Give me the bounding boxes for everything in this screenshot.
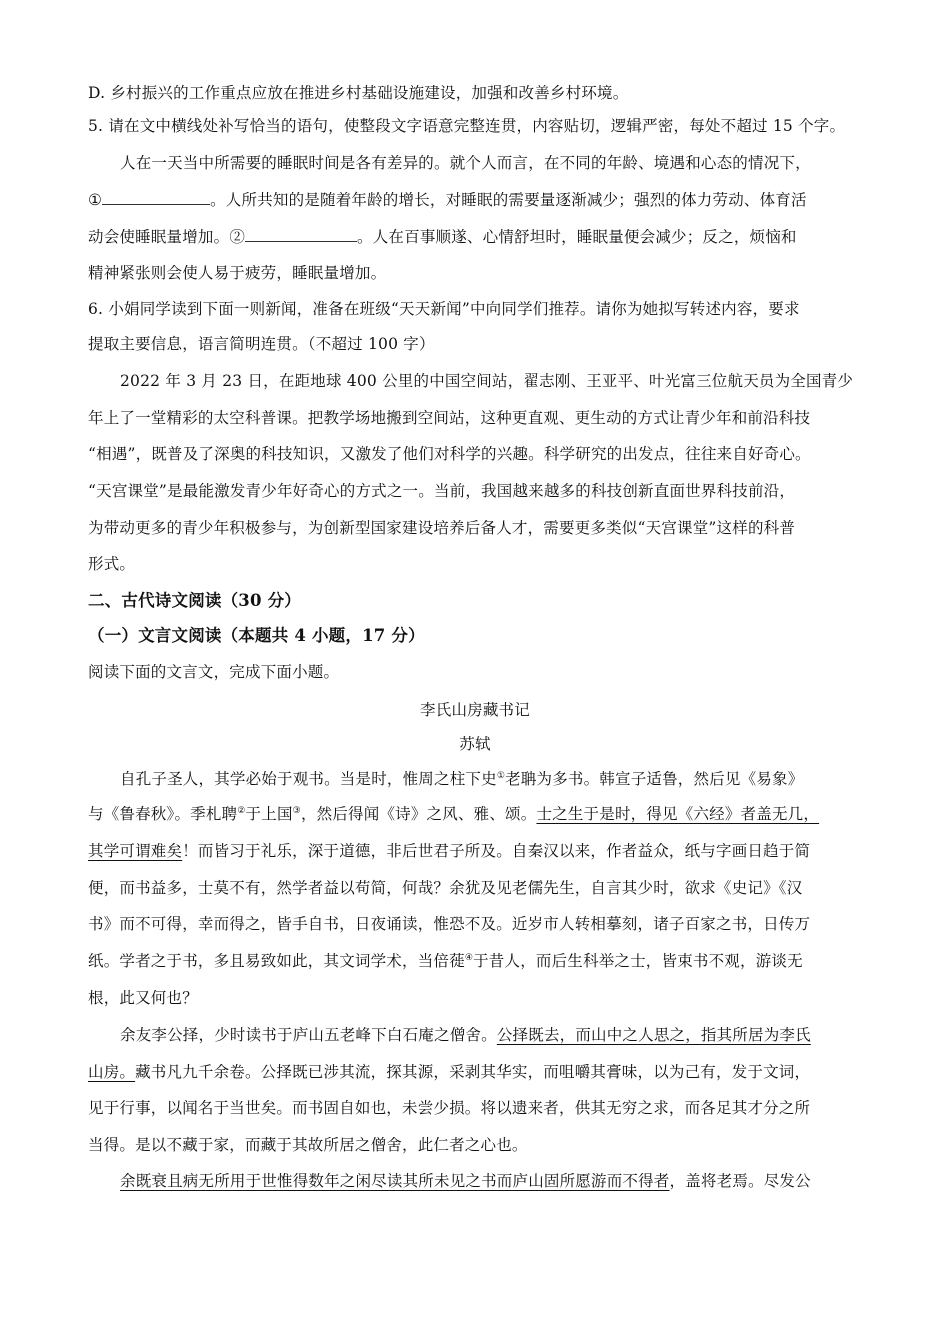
news-line: 年上了一堂精彩的太空科普课。把教学场地搬到空间站，这种更直观、更生动的方式让青少年和前沿科技: [88, 409, 811, 427]
article-title: 李氏山房藏书记: [420, 701, 530, 719]
text-span: ！而皆习于礼乐，深于道德，非后世君子所及。自秦汉以来，作者益众，纸与字画日趋于简: [182, 842, 811, 860]
blank-2-field[interactable]: [245, 225, 357, 242]
text-span: 与《鲁春秋》。季札聘: [88, 805, 238, 823]
news-line: 为带动更多的青少年积极参与，为创新型国家建设培养后备人才，需要更多类似“天宫课堂”这样的科普: [88, 519, 796, 537]
blank-2-mark: ②: [229, 228, 246, 246]
blank-1-mark: ①: [88, 191, 103, 209]
text-span: 老聃为多书。韩宣子适鲁，然后见《易象》: [505, 770, 804, 788]
news-line: “天宫课堂”是最能激发青少年好奇心的方式之一。当前，我国越来越多的科技创新直面世界科技前沿，: [88, 482, 796, 500]
classical-text-line: [88, 803, 868, 825]
underlined-sentence: 余既衰且病无所用于世惟得数年之闲尽读其所未见之书而庐山固所愿游而不得者: [120, 1172, 670, 1190]
question-6-prompt: 6. 小娟同学读到下面一则新闻，准备在班级“天天新闻”中向同学们推荐。请你为她拟写转述内容，要求: [88, 300, 800, 318]
underlined-sentence: 其学可谓难矣: [88, 842, 183, 860]
news-line: 2022 年 3 月 23 日，在距地球 400 公里的中国空间站，翟志刚、王亚平、叶光富三位航天员为全国青少: [120, 372, 854, 390]
subsection-heading: （一）文言文阅读（本题共 4 小题，17 分）: [88, 626, 425, 645]
classical-text-line: 见于行事，以闻名于当世矣。而书固自如也，未尝少损。将以遗来者，供其无穷之求，而各足其才分之所: [88, 1099, 811, 1117]
footnote-marker: ②: [237, 805, 246, 816]
article-author: 苏轼: [459, 735, 491, 753]
classical-text-line: [120, 1170, 870, 1192]
classical-text-line: 当得。是以不藏于家，而藏于其故所居之僧舍，此仁者之心也。: [88, 1136, 528, 1154]
text-span: 藏书凡九千余卷。公择既已涉其流，探其源，采剥其华实，而咀嚼其膏味，以为己有，发于文词，: [135, 1063, 811, 1081]
blank-1-field[interactable]: [102, 188, 210, 205]
text-span: 于上国: [245, 805, 293, 823]
q5-text: 。人所共知的是随着年龄的增长，对睡眠的需要量逐渐减少；强烈的体力劳动、体育活: [210, 191, 807, 209]
classical-text-line: 根，此又何也？: [88, 989, 198, 1007]
text-span: ，盖将老焉。尽发公: [669, 1172, 811, 1190]
text-span: 自孔子圣人，其学必始于观书。当是时，惟周之柱下史: [120, 770, 497, 788]
classical-text-line: 便，而书益多，士莫不有，然学者益以苟简，何哉？余犹及见老儒先生，自言其少时，欲求《史记》《汉: [88, 879, 803, 897]
text-span: 余友李公择，少时读书于庐山五老峰下白石庵之僧舍。: [120, 1026, 497, 1044]
q5-text: 动会使睡眠量增加。: [88, 228, 230, 246]
footnote-marker: ③: [292, 805, 301, 816]
q5-passage-line: 人在一天当中所需要的睡眠时间是各有差异的。就个人而言，在不同的年龄、境遇和心态的情况下，: [120, 154, 811, 172]
q5-text: 。人在百事顺遂、心情舒坦时，睡眠量便会减少；反之，烦恼和: [357, 228, 797, 246]
underlined-sentence: 山房。: [88, 1063, 136, 1081]
classical-text-line: [120, 768, 870, 790]
classical-text-line: [88, 1061, 868, 1083]
classical-text-line: [88, 840, 868, 862]
classical-text-line: [88, 950, 868, 972]
news-line: 形式。: [88, 555, 136, 573]
question-6-prompt: 提取主要信息，语言简明连贯。（不超过 100 字）: [88, 335, 435, 353]
option-d: D. 乡村振兴的工作重点应放在推进乡村基础设施建设，加强和改善乡村环境。: [88, 84, 629, 102]
text-span: 于昔人，而后生科举之士，皆束书不观，游谈无: [473, 952, 803, 970]
news-line: “相遇”，既普及了深奥的科技知识，又激发了他们对科学的兴趣。科学研究的出发点，往往来自好奇心。: [88, 445, 811, 463]
underlined-sentence: 士之生于是时，得见《六经》者盖无几，: [536, 805, 820, 823]
text-span: ，然后得闻《诗》之风、雅、颂。: [300, 805, 537, 823]
section-heading: 二、古代诗文阅读（30 分）: [88, 591, 302, 610]
classical-text-line: [120, 1024, 870, 1046]
q5-passage-line: 精神紧张则会使人易于疲劳，睡眠量增加。: [88, 264, 387, 282]
footnote-marker: ④: [464, 952, 474, 963]
text-span: 纸。学者之于书，多且易致如此，其文词学术，当倍蓰: [88, 952, 465, 970]
q5-passage-line: [88, 188, 868, 211]
q5-passage-line: [88, 225, 868, 248]
instruction-text: 阅读下面的文言文，完成下面小题。: [88, 663, 340, 681]
underlined-sentence: 公择既去，而山中之人思之，指其所居为李氏: [496, 1026, 811, 1044]
classical-text-line: 书》而不可得，幸而得之，皆手自书，日夜诵读，惟恐不及。近岁市人转相摹刻，诸子百家之书，日传万: [88, 915, 811, 933]
question-5-prompt: 5. 请在文中横线处补写恰当的语句，使整段文字语意完整连贯，内容贴切，逻辑严密，每处不超过 15 个字。: [88, 117, 846, 135]
footnote-marker: ①: [496, 770, 506, 781]
